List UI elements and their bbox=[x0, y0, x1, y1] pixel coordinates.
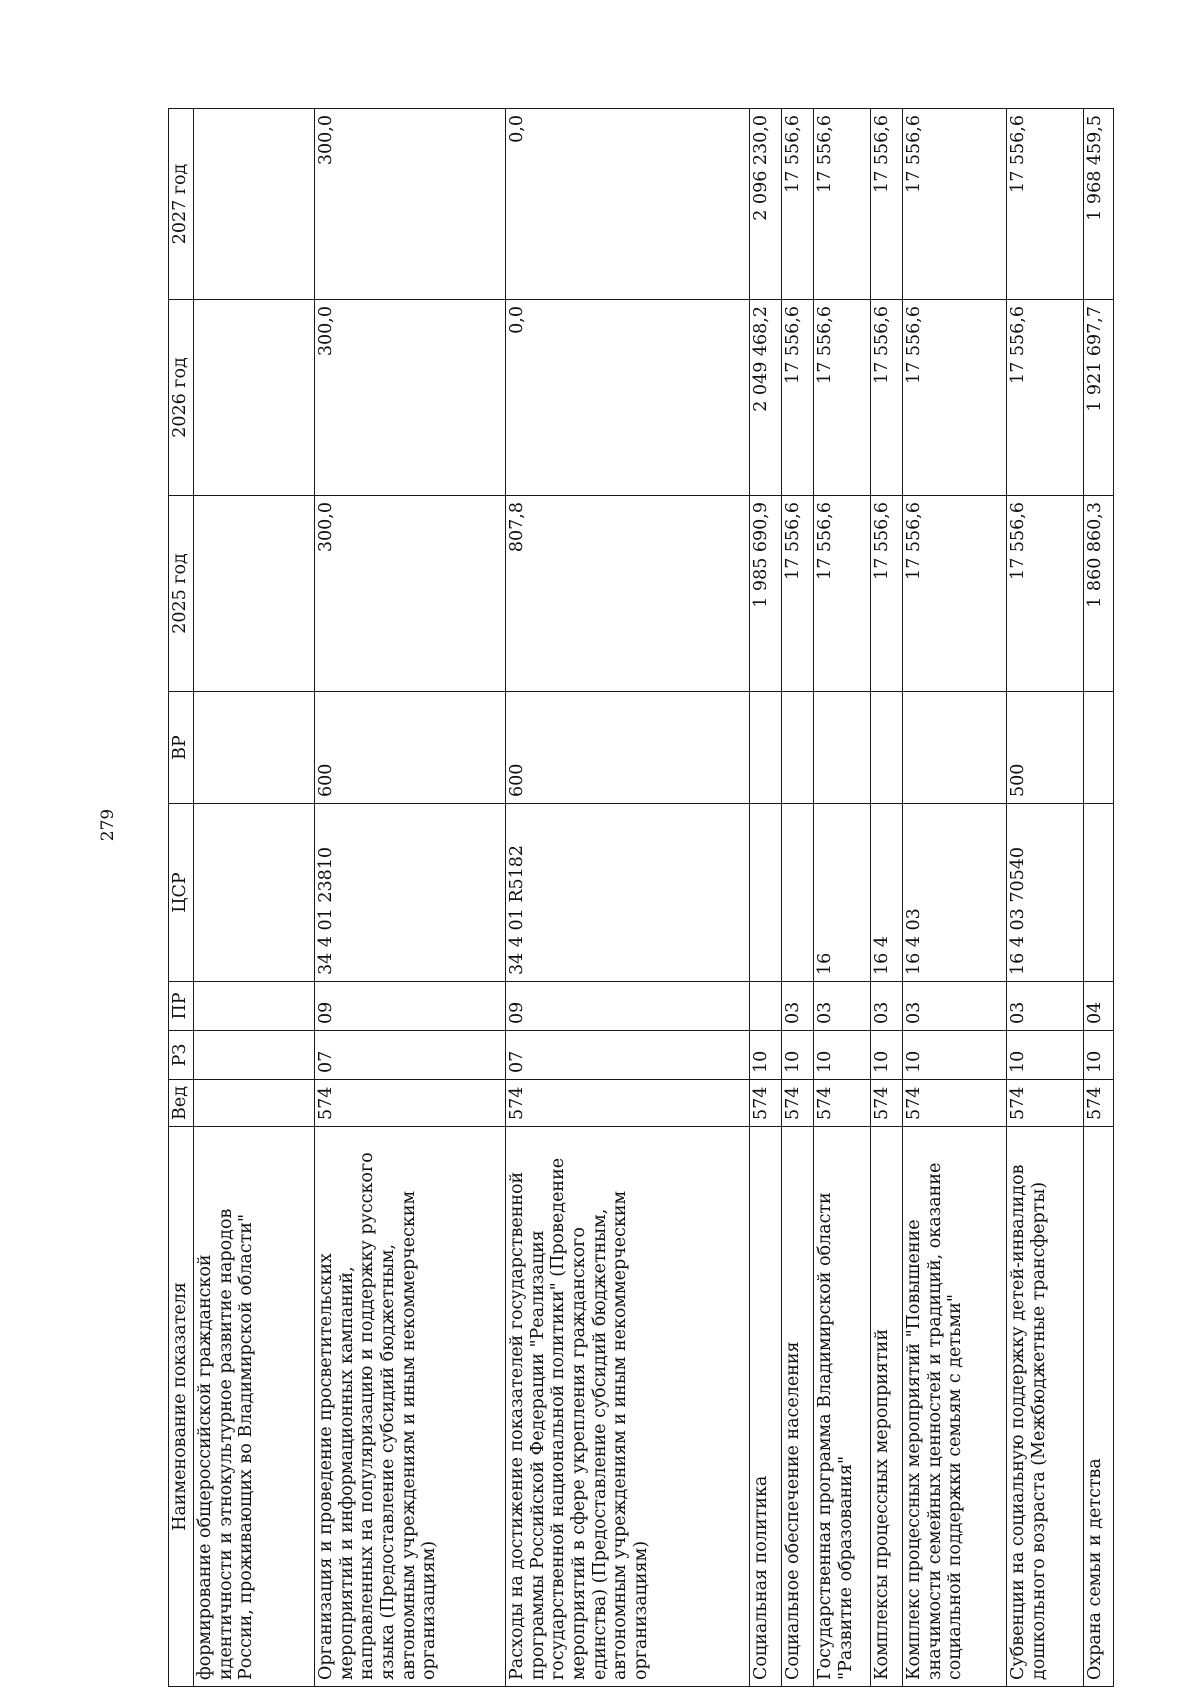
cell-vr bbox=[194, 692, 315, 804]
table-row bbox=[782, 109, 814, 1687]
cell-2026: 2 049 468,2 bbox=[750, 300, 782, 496]
cell-rz: 10 bbox=[750, 1031, 782, 1080]
cell-2027: 17 556,6 bbox=[903, 109, 1007, 300]
cell-2027: 17 556,6 bbox=[782, 109, 814, 300]
cell-vr bbox=[871, 692, 903, 804]
cell-csr: 16 4 03 70540 bbox=[1007, 804, 1084, 982]
cell-2026: 17 556,6 bbox=[903, 300, 1007, 496]
rotated-table-container bbox=[168, 115, 1105, 1687]
cell-rz: 10 bbox=[1007, 1031, 1084, 1080]
cell-ved: 574 bbox=[903, 1080, 1007, 1127]
cell-vr: 600 bbox=[315, 692, 506, 804]
cell-name: Расходы на достижение показателей государственной программы Российской Федерации "Реализация государственной национальной политики" (Проведение мероприятий в сфере укрепления гражданского единства) (Предоставление субсидий бюджетным, автономным учреждениям и иным некоммерческим организациям) bbox=[506, 1127, 750, 1687]
cell-ved: 574 bbox=[782, 1080, 814, 1127]
header-2025: 2025 год bbox=[169, 496, 194, 692]
cell-2025 bbox=[194, 496, 315, 692]
cell-2025: 17 556,6 bbox=[871, 496, 903, 692]
cell-csr: 16 bbox=[814, 804, 871, 982]
cell-2025: 1 985 690,9 bbox=[750, 496, 782, 692]
cell-pr: 03 bbox=[814, 982, 871, 1031]
cell-name: Социальное обеспечение населения bbox=[782, 1127, 814, 1687]
cell-ved bbox=[194, 1080, 315, 1127]
table-row bbox=[506, 109, 750, 1687]
cell-pr: 03 bbox=[903, 982, 1007, 1031]
header-rz: РЗ bbox=[169, 1031, 194, 1080]
cell-pr: 09 bbox=[506, 982, 750, 1031]
cell-pr: 03 bbox=[782, 982, 814, 1031]
cell-rz: 10 bbox=[814, 1031, 871, 1080]
cell-2026: 1 921 697,7 bbox=[1084, 300, 1114, 496]
cell-pr: 03 bbox=[1007, 982, 1084, 1031]
cell-2027: 17 556,6 bbox=[1007, 109, 1084, 300]
cell-vr bbox=[750, 692, 782, 804]
cell-csr bbox=[194, 804, 315, 982]
cell-2026: 17 556,6 bbox=[871, 300, 903, 496]
cell-ved: 574 bbox=[1007, 1080, 1084, 1127]
table-row bbox=[1084, 109, 1114, 1687]
cell-csr: 16 4 03 bbox=[903, 804, 1007, 982]
cell-name: Государственная программа Владимирской области "Развитие образования" bbox=[814, 1127, 871, 1687]
page-number: 279 bbox=[98, 808, 118, 842]
cell-rz: 10 bbox=[782, 1031, 814, 1080]
cell-csr: 16 4 bbox=[871, 804, 903, 982]
header-vr: ВР bbox=[169, 692, 194, 804]
cell-rz bbox=[194, 1031, 315, 1080]
cell-2026: 0,0 bbox=[506, 300, 750, 496]
cell-2027: 17 556,6 bbox=[871, 109, 903, 300]
cell-2027: 300,0 bbox=[315, 109, 506, 300]
cell-2027: 17 556,6 bbox=[814, 109, 871, 300]
cell-2025: 17 556,6 bbox=[903, 496, 1007, 692]
table-row bbox=[903, 109, 1007, 1687]
cell-2025: 300,0 bbox=[315, 496, 506, 692]
cell-rz: 07 bbox=[506, 1031, 750, 1080]
cell-rz: 10 bbox=[903, 1031, 1007, 1080]
cell-name: Охрана семьи и детства bbox=[1084, 1127, 1114, 1687]
cell-2026: 17 556,6 bbox=[1007, 300, 1084, 496]
cell-2027: 1 968 459,5 bbox=[1084, 109, 1114, 300]
cell-pr bbox=[194, 982, 315, 1031]
cell-2027 bbox=[194, 109, 315, 300]
header-2027: 2027 год bbox=[169, 109, 194, 300]
table-row bbox=[1007, 109, 1084, 1687]
budget-table bbox=[168, 108, 1114, 1687]
cell-vr bbox=[782, 692, 814, 804]
header-ved: Вед bbox=[169, 1080, 194, 1127]
cell-csr bbox=[750, 804, 782, 982]
cell-pr: 09 bbox=[315, 982, 506, 1031]
cell-csr bbox=[782, 804, 814, 982]
cell-2025: 1 860 860,3 bbox=[1084, 496, 1114, 692]
cell-vr bbox=[814, 692, 871, 804]
cell-name: Социальная политика bbox=[750, 1127, 782, 1687]
cell-2025: 17 556,6 bbox=[1007, 496, 1084, 692]
cell-vr: 500 bbox=[1007, 692, 1084, 804]
header-pr: ПР bbox=[169, 982, 194, 1031]
header-2026: 2026 год bbox=[169, 300, 194, 496]
cell-rz: 10 bbox=[871, 1031, 903, 1080]
cell-pr bbox=[750, 982, 782, 1031]
cell-name: Организация и проведение просветительских мероприятий и информационных кампаний, направленных на популяризацию и поддержку русского языка (Предоставление субсидий бюджетным, автономным учреждениям и иным некоммерческим организациям) bbox=[315, 1127, 506, 1687]
cell-csr bbox=[1084, 804, 1114, 982]
cell-2025: 17 556,6 bbox=[814, 496, 871, 692]
cell-csr: 34 4 01 R5182 bbox=[506, 804, 750, 982]
cell-2026 bbox=[194, 300, 315, 496]
cell-2025: 807,8 bbox=[506, 496, 750, 692]
cell-2026: 300,0 bbox=[315, 300, 506, 496]
cell-rz: 07 bbox=[315, 1031, 506, 1080]
cell-name: Комплексы процессных мероприятий bbox=[871, 1127, 903, 1687]
table-row bbox=[750, 109, 782, 1687]
cell-ved: 574 bbox=[814, 1080, 871, 1127]
cell-2025: 17 556,6 bbox=[782, 496, 814, 692]
cell-ved: 574 bbox=[750, 1080, 782, 1127]
cell-csr: 34 4 01 23810 bbox=[315, 804, 506, 982]
cell-2027: 2 096 230,0 bbox=[750, 109, 782, 300]
cell-ved: 574 bbox=[1084, 1080, 1114, 1127]
cell-ved: 574 bbox=[315, 1080, 506, 1127]
cell-vr: 600 bbox=[506, 692, 750, 804]
header-row bbox=[169, 109, 194, 1687]
cell-name: формирование общероссийской гражданской идентичности и этнокультурное развитие народов России, проживающих во Владимирской области" bbox=[194, 1127, 315, 1687]
header-csr: ЦСР bbox=[169, 804, 194, 982]
cell-name: Комплекс процессных мероприятий "Повышение значимости семейных ценностей и традиций, оказание социальной поддержки семьям с детьми" bbox=[903, 1127, 1007, 1687]
cell-2026: 17 556,6 bbox=[782, 300, 814, 496]
table-row bbox=[871, 109, 903, 1687]
cell-vr bbox=[903, 692, 1007, 804]
cell-2027: 0,0 bbox=[506, 109, 750, 300]
table-row bbox=[315, 109, 506, 1687]
cell-rz: 10 bbox=[1084, 1031, 1114, 1080]
header-name: Наименование показателя bbox=[169, 1127, 194, 1687]
table-row bbox=[814, 109, 871, 1687]
cell-2026: 17 556,6 bbox=[814, 300, 871, 496]
cell-pr: 03 bbox=[871, 982, 903, 1031]
cell-pr: 04 bbox=[1084, 982, 1114, 1031]
cell-ved: 574 bbox=[506, 1080, 750, 1127]
cell-ved: 574 bbox=[871, 1080, 903, 1127]
cell-name: Субвенции на социальную поддержку детей-инвалидов дошкольного возраста (Межбюджетные трансферты) bbox=[1007, 1127, 1084, 1687]
table-row bbox=[194, 109, 315, 1687]
cell-vr bbox=[1084, 692, 1114, 804]
